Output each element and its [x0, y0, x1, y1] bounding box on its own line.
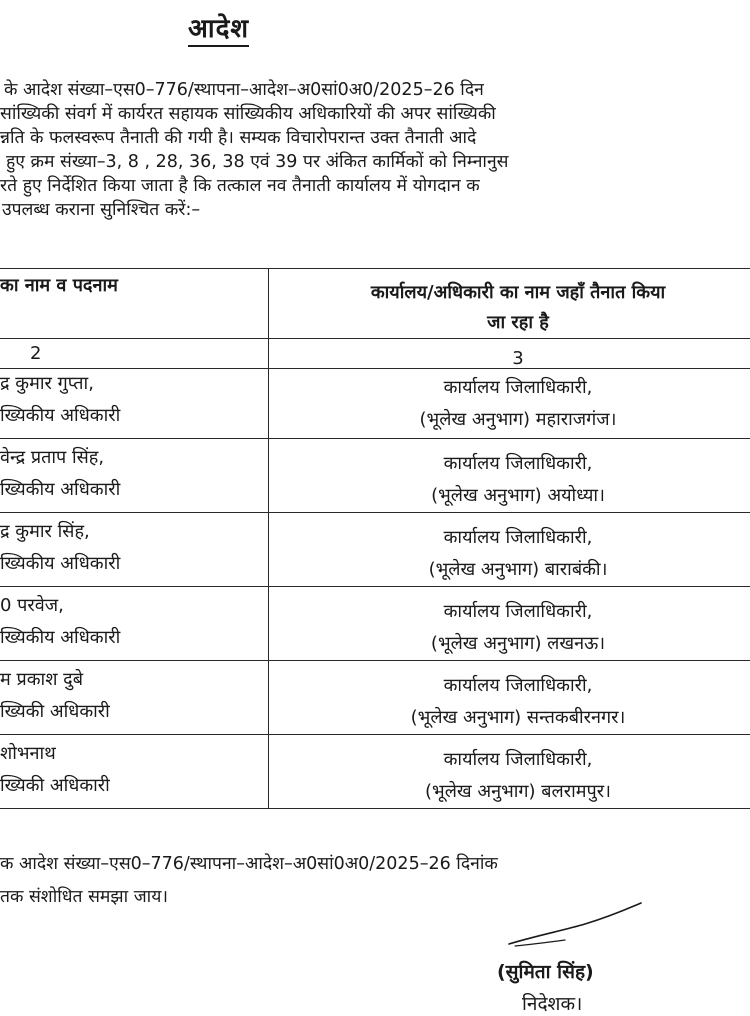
row-designation: ख्यिकीय अधिकारी	[0, 553, 121, 574]
intro-line: रते हुए निर्देशित किया जाता है कि तत्काल नव तैनाती कार्यालय में योगदान क	[0, 176, 480, 196]
row-name: शोभनाथ	[0, 743, 56, 764]
signature-mark	[505, 900, 645, 950]
row-section: (भूलेख अनुभाग) सन्तकबीरनगर।	[410, 707, 626, 728]
closing-line: तक संशोधित समझा जाय।	[0, 887, 168, 907]
table-rule	[0, 586, 750, 587]
closing-line: क आदेश संख्या–एस0–776/स्थापना–आदेश–अ0सां0अ0/2025–26 दिनांक	[0, 854, 498, 874]
header-name-designation: का नाम व पदनाम	[0, 275, 118, 296]
row-name: द्र कुमार सिंह,	[0, 521, 90, 542]
intro-line: सांख्यिकी संवर्ग में कार्यरत सहायक सांख्यिकीय अधिकारियों की अपर सांख्यिकी	[0, 104, 496, 124]
row-section: (भूलेख अनुभाग) बलरामपुर।	[425, 781, 611, 802]
signatory-name: (सुमिता सिंह)	[497, 961, 594, 983]
row-designation: ख्यिकीय अधिकारी	[0, 479, 121, 500]
intro-line: के आदेश संख्या–एस0–776/स्थापना–आदेश–अ0सां0अ0/2025–26 दिन	[4, 80, 484, 100]
document-heading: आदेश	[188, 14, 249, 47]
table-rule	[0, 660, 750, 661]
intro-line: हुए क्रम संख्या–3, 8 , 28, 36, 38 एवं 39 पर अंकित कार्मिकों को निम्नानुस	[6, 152, 509, 172]
row-office: कार्यालय जिलाधिकारी,	[443, 377, 593, 398]
row-name: म प्रकाश दुबे	[0, 669, 84, 690]
intro-line: न्नति के फलस्वरूप तैनाती की गयी है। सम्यक विचारोपरान्त उक्त तैनाती आदे	[0, 128, 477, 148]
row-section: (भूलेख अनुभाग) अयोध्या।	[431, 485, 605, 506]
column-number: 2	[30, 343, 42, 364]
row-name: वेन्द्र प्रताप सिंह,	[0, 447, 105, 468]
table-rule	[0, 438, 750, 439]
intro-line: उपलब्ध कराना सुनिश्चित करें:–	[2, 200, 201, 220]
table-rule	[0, 338, 750, 339]
row-name: द्र कुमार गुप्ता,	[0, 373, 94, 394]
header-office-line2: जा रहा है	[487, 312, 549, 333]
header-office-line1: कार्यालय/अधिकारी का नाम जहाँ तैनात किया	[370, 282, 666, 303]
column-number: 3	[512, 348, 524, 369]
row-office: कार्यालय जिलाधिकारी,	[443, 453, 593, 474]
row-designation: ख्यिकी अधिकारी	[0, 701, 110, 722]
table-rule	[0, 268, 750, 269]
table-rule	[0, 734, 750, 735]
row-office: कार्यालय जिलाधिकारी,	[443, 749, 593, 770]
table-rule	[0, 808, 750, 809]
row-section: (भूलेख अनुभाग) महाराजगंज।	[419, 409, 617, 430]
row-office: कार्यालय जिलाधिकारी,	[443, 675, 593, 696]
row-section: (भूलेख अनुभाग) लखनऊ।	[430, 633, 606, 654]
signatory-title: निदेशक।	[522, 993, 583, 1015]
intro-paragraph	[0, 78, 750, 222]
row-designation: ख्यिकी अधिकारी	[0, 775, 110, 796]
row-designation: ख्यिकीय अधिकारी	[0, 627, 121, 648]
row-office: कार्यालय जिलाधिकारी,	[443, 601, 593, 622]
row-section: (भूलेख अनुभाग) बाराबंकी।	[428, 559, 608, 580]
row-office: कार्यालय जिलाधिकारी,	[443, 527, 593, 548]
row-name: 0 परवेज,	[0, 595, 64, 616]
row-designation: ख्यिकीय अधिकारी	[0, 405, 121, 426]
table-rule	[0, 512, 750, 513]
